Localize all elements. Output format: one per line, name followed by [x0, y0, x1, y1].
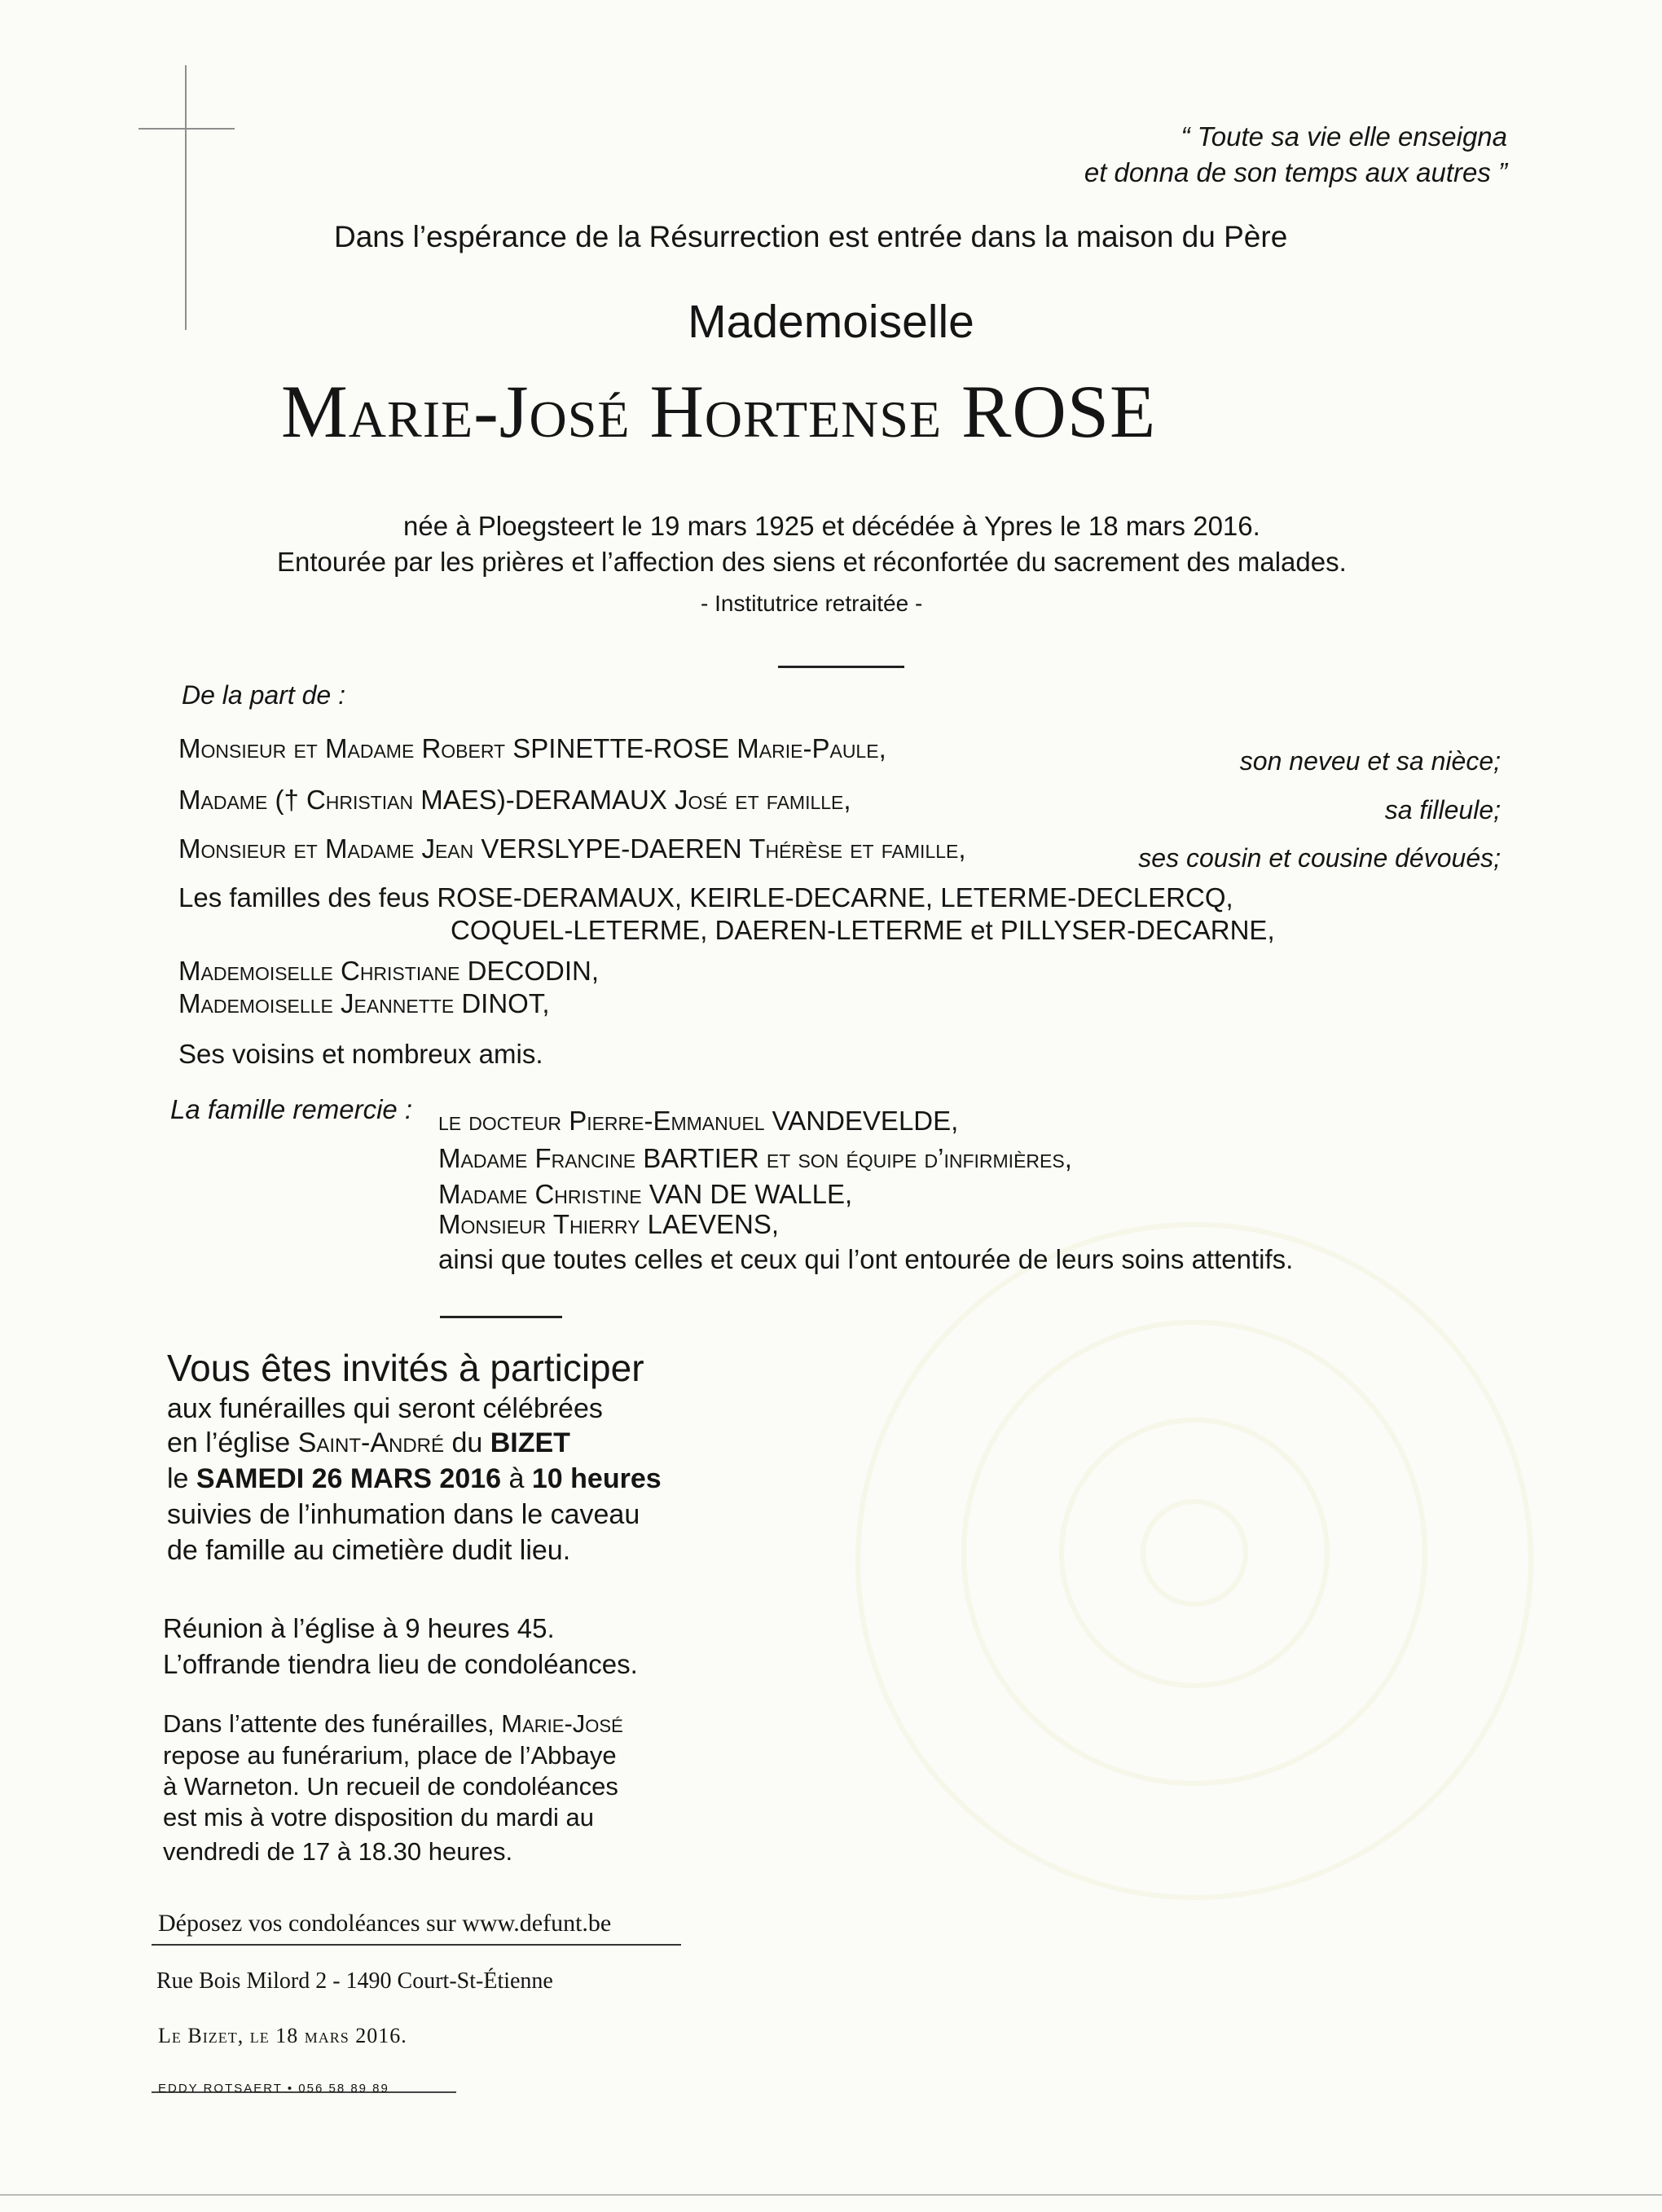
meeting-line-1: Réunion à l’église à 9 heures 45. [163, 1613, 555, 1643]
neighbours-line: Ses voisins et nombreux amis. [178, 1039, 543, 1069]
profession-line: - Institutrice retraitée - [701, 591, 923, 616]
family-row-1: Monsieur et Madame Robert SPINETTE-ROSE Marie-Paule, [178, 733, 886, 763]
thanks-4: Monsieur Thierry LAEVENS, [438, 1209, 780, 1239]
friend-1: Mademoiselle Christiane DECODIN, [178, 956, 600, 986]
deceased-name: Marie-José Hortense ROSE [281, 370, 1157, 453]
page-edge [0, 2194, 1662, 2196]
family-relation-1: son neveu et sa nièce; [1239, 746, 1501, 776]
family-relation-2: sa filleule; [1384, 795, 1501, 825]
thanks-1: le docteur Pierre-Emmanuel VANDEVELDE, [438, 1106, 959, 1136]
rest-name: Marie-José [501, 1709, 623, 1738]
thanks-5: ainsi que toutes celles et ceux qui l’ont entourée de leurs soins attentifs. [438, 1244, 1294, 1274]
funeral-time: 10 heures [531, 1463, 662, 1494]
condolences-link[interactable]: Déposez vos condoléances sur www.defunt.be [158, 1910, 612, 1937]
thanks-label: La famille remercie : [170, 1094, 413, 1124]
link-underline [152, 1944, 681, 1946]
church-name: Saint-André [297, 1427, 445, 1458]
funeral-line-6: de famille au cimetière dudit lieu. [167, 1535, 571, 1566]
quote-line-1: “ Toute sa vie elle enseigna [1181, 121, 1507, 152]
family-row-3: Monsieur et Madame Jean VERSLYPE-DAEREN Thérèse et famille, [178, 833, 966, 864]
intro-text: Dans l’espérance de la Résurrection est entrée dans la maison du Père [334, 220, 1288, 253]
families-line-1: Les familles des feus ROSE-DERAMAUX, KEIRLE-DECARNE, LETERME-DECLERCQ, [178, 882, 1233, 913]
funeral-line-2: aux funérailles qui seront célébrées [167, 1393, 603, 1424]
family-relation-3: ses cousin et cousine dévoués; [1138, 843, 1501, 873]
quote-line-2: et donna de son temps aux autres ” [1084, 157, 1507, 187]
friend-2: Mademoiselle Jeannette DINOT, [178, 988, 550, 1018]
funeral-line-3 [167, 1427, 570, 1459]
honorific: Mademoiselle [688, 296, 974, 348]
place-date: Le Bizet, le 18 mars 2016. [158, 2024, 407, 2047]
rest-line-2: repose au funérarium, place de l’Abbaye [163, 1741, 617, 1770]
separator [440, 1316, 562, 1318]
from-label: De la part de : [182, 680, 345, 710]
rest-line-1 [163, 1709, 623, 1739]
rest-line-1-prefix: Dans l’attente des funérailles, [163, 1709, 502, 1738]
funeral-line-5: suivies de l’inhumation dans le caveau [167, 1499, 640, 1530]
meeting-line-2: L’offrande tiendra lieu de condoléances. [163, 1649, 638, 1679]
funeral-line-4-mid: à [501, 1463, 532, 1494]
funeral-line-1: Vous êtes invités à participer [167, 1347, 644, 1389]
separator [778, 666, 904, 668]
thanks-2: Madame Francine BARTIER et son équipe d’infirmières, [438, 1143, 1072, 1173]
rest-line-4: est mis à votre disposition du mardi au [163, 1803, 594, 1832]
funeral-line-4 [167, 1463, 662, 1495]
funeral-line-3-prefix: en l’église [167, 1427, 298, 1458]
printer-credit: EDDY ROTSAERT • 056 58 89 89 [158, 2082, 389, 2095]
funeral-line-4-prefix: le [167, 1463, 196, 1494]
funeral-date: SAMEDI 26 MARS 2016 [196, 1463, 502, 1494]
funeral-place: BIZET [490, 1427, 570, 1458]
thanks-3: Madame Christine VAN DE WALLE, [438, 1179, 853, 1209]
rest-line-3: à Warneton. Un recueil de condoléances [163, 1772, 618, 1801]
families-line-2: COQUEL-LETERME, DAEREN-LETERME et PILLYSER-DECARNE, [451, 915, 1275, 945]
funeral-line-3-mid: du [444, 1427, 490, 1458]
sacrament-line: Entourée par les prières et l’affection des siens et réconfortée du sacrement des malades. [277, 547, 1347, 577]
family-row-2: Madame († Christian MAES)-DERAMAUX José et famille, [178, 785, 851, 815]
address: Rue Bois Milord 2 - 1490 Court-St-Étienne [156, 1968, 553, 1994]
birth-death-line: née à Ploegsteert le 19 mars 1925 et décédée à Ypres le 18 mars 2016. [403, 511, 1260, 541]
rest-line-5: vendredi de 17 à 18.30 heures. [163, 1837, 513, 1866]
